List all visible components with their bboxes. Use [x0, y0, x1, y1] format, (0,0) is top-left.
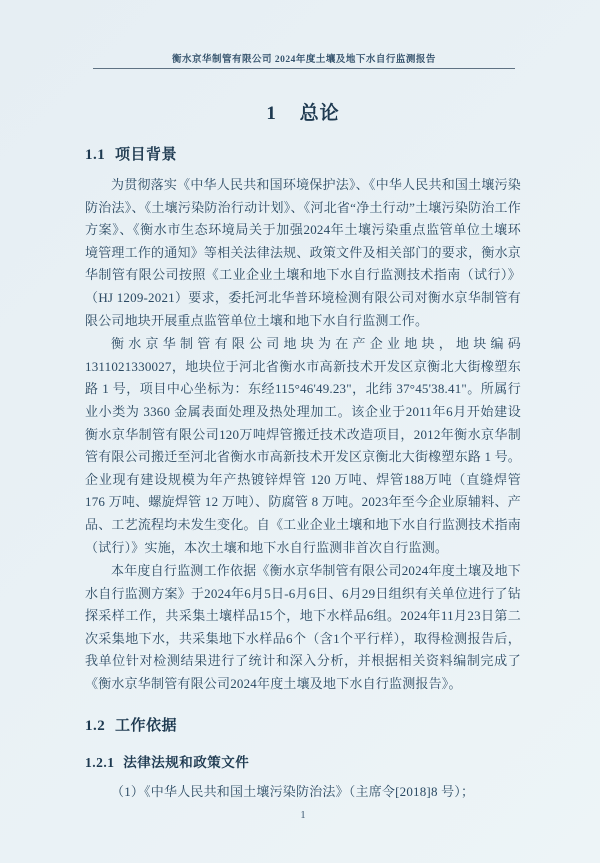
section-heading-1-1	[85, 143, 521, 164]
page-number: 1	[300, 810, 306, 821]
background-paragraph-2: 衡水京华制管有限公司地块为在产企业地块，地块编码 1311021330027，地块位于河北省衡水市高新技术开发区京衡北大街橡塑东路 1 号，项目中心坐标为：东经115°46'49.23"，北纬 37°45'38.41"。所属行业小类为 3360 金属表面处理及热处理加工。该企业于2011年6月开始建设衡水京华制管有限公司120万吨焊管搬迁技术改造项目，2012年衡水京华制管有限公司搬迁至河北省衡水市高新技术开发区京衡北大街橡塑东路 1 号。企业现有建设规模为年产热镀锌焊管 120 万吨、焊管188万吨（直缝焊管176 万吨、螺旋焊管 12 万吨）、防腐管 8 万吨。2023年至今企业原辅料、产品、工艺流程均未发生变化。自《工业企业土壤和地下水自行监测技术指南（试行）》实施，本次土壤和地下水自行监测非首次自行监测。	[85, 336, 522, 555]
chapter-title	[85, 98, 521, 125]
chapter-name: 总论	[299, 103, 340, 124]
section-heading-1-2	[85, 714, 521, 735]
page-content	[85, 86, 521, 803]
section-1-2-number: 1.2	[85, 717, 106, 734]
section-1-1-title: 项目背景	[115, 147, 178, 163]
page-footer	[85, 805, 521, 823]
running-header-title: 衡水京华制管有限公司 2024年度土壤及地下水自行监测报告	[172, 55, 436, 65]
page-header	[93, 51, 515, 69]
background-paragraph-1: 为贯彻落实《中华人民共和国环境保护法》、《中华人民共和国土壤污染防治法》、《土壤污染防治行动计划》、《河北省“净土行动”土壤污染防治工作方案》、《衡水市生态环境局关于加强2024年土壤污染重点监管单位土壤环境管理工作的通知》等相关法律法规、政策文件及相关部门的要求，衡水京华制管有限公司按照《工业企业土壤和地下水自行监测技术指南（试行）》（HJ 1209-2021）要求，委托河北华普环境检测有限公司对衡水京华制管有限公司地块开展重点监管单位土壤和地下水自行监测工作。	[85, 177, 521, 328]
section-1-2-title: 工作依据	[115, 717, 178, 734]
law-list-item-1: （1）《中华人民共和国土壤污染防治法》（主席令[2018]8 号）；	[111, 783, 475, 799]
subsection-1-2-1-title: 法律法规和政策文件	[123, 754, 250, 770]
background-paragraph-3: 本年度自行监测工作依据《衡水京华制管有限公司2024年度土壤及地下水自行监测方案》于2024年6月5日-6月6日、6月29日组织有关单位进行了钻探采样工作，共采集土壤样品15个，地下水样品6组。2024年11月23日第二次采集地下水，共采集地下水样品6个（含1个平行样），取得检测报告后，我单位针对检测结果进行了统计和深入分析，并根据相关资料编制完成了《衡水京华制管有限公司2024年度土壤及地下水自行监测报告》。	[85, 563, 521, 692]
section-1-1-number: 1.1	[85, 147, 106, 163]
chapter-number: 1	[266, 103, 277, 124]
subsection-heading-1-2-1	[85, 751, 521, 771]
subsection-1-2-1-number: 1.2.1	[85, 754, 115, 770]
